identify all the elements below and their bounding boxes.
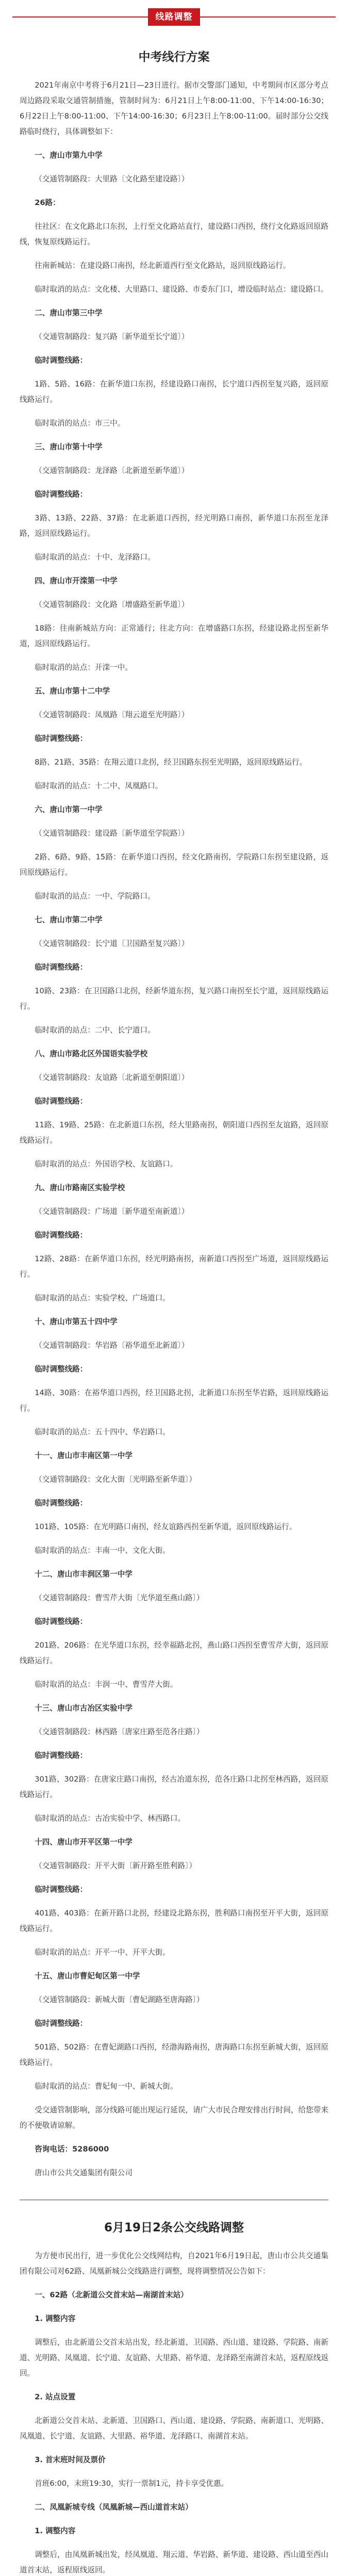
paragraph: 北新道公交首末站、北新道、卫国路口、西山道、建设路、学院路、南新道口、光明路、凤凰道、长宁道、友谊路、大里路、裕华道、龙泽路口、南湖首末站。 — [20, 2416, 328, 2441]
paragraph: 临时取消的站点：开滦一中。 — [35, 663, 132, 672]
paragraph: 唐山市公共交通集团有限公司 — [35, 2168, 132, 2177]
section-heading: 1. 调整内容 — [35, 2314, 76, 2323]
section-heading: 临时调整线路： — [35, 1499, 88, 1507]
section-heading: 临时调整线路： — [35, 734, 88, 743]
paragraph: 临时取消的站点：文化楼、大里路口、建设路、市委东门口，增设临时站点：建设路口。 — [35, 285, 328, 294]
section-heading: 临时调整线路： — [35, 1097, 88, 1106]
paragraph: 为方便市民出行，进一步优化公交线网结构，自2021年6月19日起，唐山市公共交通集团有限公司对62路、凤凰新城公交线路进行调整，现将调整情况公告如下： — [20, 2251, 328, 2276]
section-heading: 五、唐山市第十二中学 — [35, 687, 110, 696]
section-heading: 一、唐山市第九中学 — [35, 151, 103, 160]
paragraph: 101路、105路：在光明路口南拐，经友谊路西拐至新华道，返回原线路运行。 — [35, 1522, 297, 1531]
paragraph: 临时取消的站点：市三中。 — [35, 419, 125, 428]
section-heading: 临时调整线路： — [35, 2019, 88, 2028]
article-body-exam — [20, 78, 328, 2181]
paragraph: 12路、28路：在新华道口东拐，经光明路南拐，南新道口西拐至广场道，返回原线路运行。 — [20, 1255, 328, 1279]
paragraph: 临时取消的站点：曹妃甸一中、新城大街。 — [35, 2082, 178, 2091]
paragraph: 临时取消的站点：五十四中、华岩路口。 — [35, 1428, 170, 1436]
paragraph: （交通管制路段：文化大街〔光明路至新华道〕） — [35, 1475, 196, 1484]
paragraph: （交通管制路段：大里路〔文化路至建设路〕） — [35, 175, 189, 183]
paragraph: 401路、403路：在新开路口北拐，经建设北路东拐，胜利路口南拐至开平大街，返回原线路运行。 — [20, 1909, 328, 1933]
paragraph: （交通管制路段：华岩路〔裕华道至北新道〕） — [35, 1341, 189, 1350]
section-heading: 临时调整线路： — [35, 1885, 88, 1894]
paragraph: 往社区：在文化路北口东拐，上行至文化路站直行，建设路口西拐，绕行文化路返回原路线，恢复原线路运行。 — [20, 222, 328, 246]
paragraph: （交通管制路段：新城大街〔曹妃湖路至唐海路〕） — [35, 1995, 204, 2004]
section-badge: 线路调整 — [148, 8, 200, 26]
paragraph: （交通管制路段：长宁道〔卫国路至复兴路〕） — [35, 939, 189, 948]
paragraph: （交通管制路段：广场道〔新华道至南新道〕） — [35, 1207, 189, 1216]
paragraph: 临时取消的站点：古冶实验中学、林西路口。 — [35, 1814, 186, 1823]
section-heading: 十、唐山市第五十四中学 — [35, 1317, 118, 1326]
section-heading: 三、唐山市第十中学 — [35, 443, 103, 451]
paragraph: 临时取消的站点：丰南一中、文化大街。 — [35, 1546, 170, 1555]
section-heading: 临时调整线路： — [35, 1751, 88, 1760]
paragraph: 临时取消的站点：一中、学院路口。 — [35, 892, 155, 901]
paragraph: （交通管制路段：凤凰路〔翔云道至光明路〕） — [35, 710, 189, 719]
paragraph: 18路：往南新城站方向：正常通行；往北方向：在增盛路口东拐，经建设路北拐至新华道，返回原线路运行。 — [20, 624, 328, 648]
paragraph: （交通管制路段：友谊路〔北新道至朝阳道〕） — [35, 1073, 189, 1082]
paragraph: 301路、302路：在唐家庄路口南拐，经古冶道东拐，范各庄路口北拐至林西路，返回原线路运行。 — [20, 1775, 328, 1799]
section-heading: 七、唐山市第二中学 — [35, 916, 103, 924]
section-heading: 十四、唐山市开平区第一中学 — [35, 1838, 132, 1846]
paragraph: 临时取消的站点：实验学校、广场道口。 — [35, 1294, 170, 1302]
section-heading: 临时调整线路： — [35, 1617, 88, 1626]
header-bar — [0, 0, 348, 34]
section-heading: 六、唐山市第一中学 — [35, 805, 103, 814]
paragraph: 11路、19路、25路：在北新道口东拐，经大里路南拐，朝阳道口西拐至友谊路，返回原线路运行。 — [20, 1121, 328, 1145]
paragraph: 1路、5路、16路：在新华道口东拐，经建设路口南拐，长宁道口西拐至复兴路，返回原线路运行。 — [20, 380, 328, 404]
section-heading: 临时调整线路： — [35, 963, 88, 972]
section-heading: 九、唐山市路南区实验学校 — [35, 1183, 125, 1192]
section-heading: 二、唐山市第三中学 — [35, 309, 103, 317]
article-title-exam: 中考线行方案 — [138, 50, 210, 64]
section-heading: 十三、唐山市古冶区实验中学 — [35, 1704, 132, 1713]
paragraph: （交通管制路段：龙泽路〔北新道至新华道〕） — [35, 466, 189, 475]
paragraph: 3路、13路、22路、37路：在北新道口西拐，经光明路口南拐，新华道口东拐至龙泽路，返回原线路运行。 — [20, 514, 328, 538]
paragraph: 首班6:00，末班19:30，实行一票制1元，持卡享受优惠。 — [35, 2479, 229, 2488]
paragraph: （交通管制路段：复兴路〔新华道至长宁道〕） — [35, 332, 189, 341]
paragraph: 临时取消的站点：外国语学校、友谊路口。 — [35, 1160, 178, 1168]
paragraph: （交通管制路段：建设路〔新华道至学院路〕） — [35, 829, 189, 838]
paragraph: （交通管制路段：曹雪芹大街〔光华道至燕山路〕） — [35, 1594, 204, 1602]
paragraph: （交通管制路段：林西路〔唐家庄路至范各庄路〕） — [35, 1727, 204, 1736]
paragraph: 临时取消的站点：十中、龙泽路口。 — [35, 553, 155, 562]
paragraph: 8路、21路、35路：在翔云道口北拐，经卫国路东拐至光明路，返回原线路运行。 — [35, 758, 307, 767]
paragraph: 受交通管制影响，部分线路可能出现运行延误，请广大市民合理安排出行时间，给您带来的不便敬请谅解。 — [20, 2106, 328, 2130]
paragraph: 14路、30路：在裕华道口西拐，经卫国路北拐，北新道口东拐至华岩路，返回原线路运行。 — [20, 1388, 328, 1413]
paragraph: 调整后，由北新道公交首末站出发，经北新道、卫国路、西山道、建设路、学院路、南新道、光明路、凤凰道、长宁道、友谊路、大里路、裕华道、龙泽路至南湖首末站，返程原线返回。 — [20, 2338, 328, 2378]
section-heading: 十一、唐山市丰南区第一中学 — [35, 1451, 132, 1460]
section-heading: 临时调整线路： — [35, 1231, 88, 1240]
paragraph: （交通管制路段：文化路〔增盛路至新华道〕） — [35, 600, 189, 609]
paragraph: 501路、502路：在曹妃湖路口西拐，经渤海路南拐，唐海路口东拐至新城大街，返回原线路运行。 — [20, 2043, 328, 2067]
paragraph: 临时取消的站点：开平一中、开平大街。 — [35, 1948, 170, 1957]
paragraph: 临时取消的站点：十二中、凤凰路口。 — [35, 782, 163, 790]
paragraph: （交通管制路段：开平大街〔新开路至胜利路〕） — [35, 1861, 196, 1870]
section-heading: 26路： — [35, 198, 60, 207]
section-heading: 十五、唐山市曹妃甸区第一中学 — [35, 1972, 140, 1980]
paragraph: 临时取消的站点：丰润一中、曹雪芹大街。 — [35, 1680, 178, 1689]
paragraph: 临时取消的站点：二中、长宁道口。 — [35, 1026, 155, 1035]
section-heading: 临时调整线路： — [35, 490, 88, 499]
section-heading: 八、唐山市路北区外国语实验学校 — [35, 1049, 148, 1058]
section-heading: 2. 站点设置 — [35, 2393, 76, 2401]
paragraph: 调整后，由凤凰新城出发，经凤凰道、翔云道、华岩路、新华道、建设路、西山道至西山道首末站，返程原线返回。 — [20, 2550, 328, 2574]
paragraph: 201路、206路：在光华道口东拐，经幸福路北拐，燕山路口西拐至曹雪芹大街，返回原线路运行。 — [20, 1641, 328, 1665]
paragraph: 10路、23路：在卫国路口北拐，经新华道东拐，复兴路口南拐至长宁道，返回原线路运行。 — [20, 987, 328, 1011]
section-heading: 二、凤凰新城专线（凤凰新城—西山道首末站） — [35, 2503, 193, 2512]
paragraph: 2路、6路、9路、15路：在新华道口西拐，经文化路南拐，学院路口东拐至建设路，返回原线路运行。 — [20, 853, 328, 877]
article-title-route-adjustment: 6月19日2条公交线路调整 — [104, 2221, 244, 2234]
section-heading: 一、62路（北新道公交首末站—南湖首末站） — [35, 2291, 188, 2299]
paragraph: 往南新城站：在建设路口南拐，经北新道西行至文化路站，返回原线路运行。 — [35, 261, 291, 270]
section-heading: 十二、唐山市丰润区第一中学 — [35, 1570, 132, 1579]
paragraph: 2021年南京中考将于6月21日—23日进行。据市交警部门通知，中考期间市区部分考点周边路段采取交通管制措施，管制时间为：6月21日上午8:00-11:00、下午14:00-16:30；6月22日上午8:00-11:00、下午14:00-16:30；6月23日上午8:00-11:00。届时部分公交线路临时绕行，具体调整如下： — [20, 81, 328, 136]
section-heading: 临时调整线路： — [35, 1365, 88, 1374]
section-heading: 临时调整线路： — [35, 356, 88, 365]
article-body-route-adjustment — [20, 2248, 328, 2576]
content — [0, 34, 348, 2576]
section-heading: 3. 首末班时间及票价 — [35, 2455, 106, 2464]
section-heading: 1. 调整内容 — [35, 2527, 76, 2535]
section-divider — [20, 2199, 328, 2200]
section-heading: 四、唐山市开滦第一中学 — [35, 577, 118, 585]
section-heading: 咨询电话：5286000 — [35, 2145, 109, 2154]
